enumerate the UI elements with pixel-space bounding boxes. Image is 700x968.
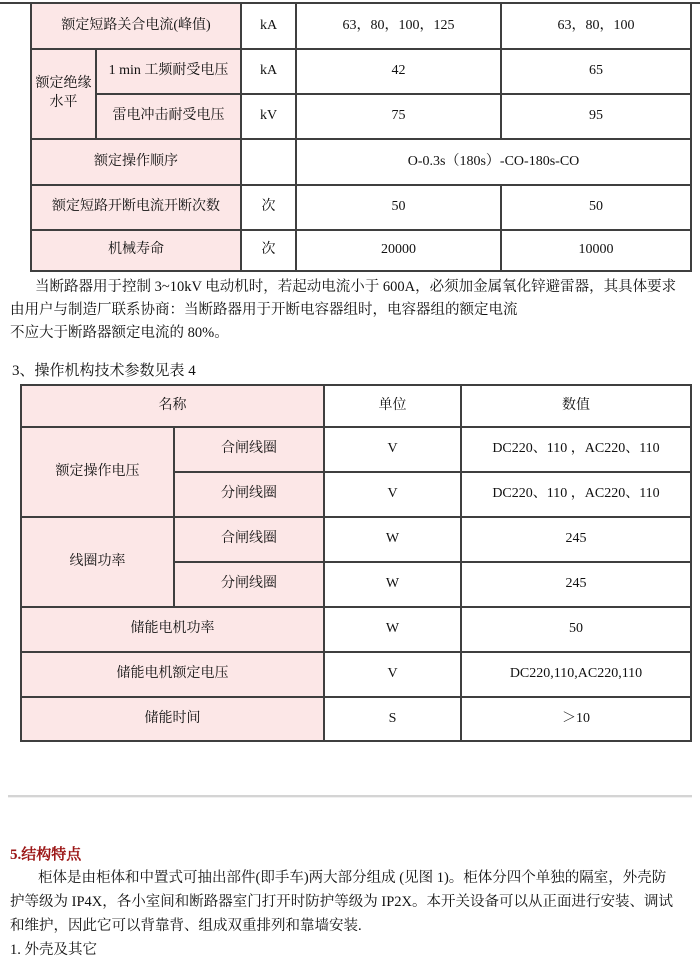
section3-heading: 3、操作机构技术参数见表 4 bbox=[12, 363, 196, 379]
row-label-coil-power-close: 合闸线圈 bbox=[174, 517, 324, 562]
group-label-coil-power: 线圈功率 bbox=[21, 517, 174, 607]
row-label-lightning: 雷电冲击耐受电压 bbox=[96, 94, 241, 139]
header-name: 名称 bbox=[21, 385, 324, 427]
mechanism-params-table bbox=[20, 384, 692, 742]
value-op-sequence: O-0.3s（180s）-CO-180s-CO bbox=[296, 139, 691, 185]
header-value: 数值 bbox=[461, 385, 691, 427]
row-label-breaking-times: 额定短路开断电流开断次数 bbox=[31, 185, 241, 230]
value-motor-power: 50 bbox=[461, 607, 691, 652]
group-label-insulation: 额定绝缘水平 bbox=[31, 49, 96, 139]
row-label-mech-life: 机械寿命 bbox=[31, 230, 241, 271]
row-label-motor-voltage: 储能电机额定电压 bbox=[21, 652, 324, 697]
unit-mech-life: 次 bbox=[241, 230, 296, 271]
note-paragraph bbox=[10, 276, 694, 345]
unit-breaking-times: 次 bbox=[241, 185, 296, 230]
note-line-2: 由用户与制造厂联系协商：当断路器用于开断电容器组时，电容器组的额定电流 bbox=[10, 302, 518, 318]
value-op-voltage-open: DC220、110 ，AC220、110 bbox=[461, 472, 691, 517]
value2-breaking-times: 50 bbox=[501, 185, 691, 230]
value-coil-power-open: 245 bbox=[461, 562, 691, 607]
unit-lightning: kV bbox=[241, 94, 296, 139]
value1-lightning: 75 bbox=[296, 94, 501, 139]
row-label-power-freq: 1 min 工频耐受电压 bbox=[96, 49, 241, 94]
value-coil-power-close: 245 bbox=[461, 517, 691, 562]
value1-mech-life: 20000 bbox=[296, 230, 501, 271]
row-label-motor-power: 储能电机功率 bbox=[21, 607, 324, 652]
section-divider bbox=[8, 795, 692, 798]
value-charge-time: ＞10 bbox=[461, 697, 691, 741]
section5-line-1: 柜体是由柜体和中置式可抽出部件(即手车)两大部分组成 (见图 1)。柜体分四个单独的隔室，外壳防 bbox=[38, 870, 667, 886]
row-label-op-voltage-close: 合闸线圈 bbox=[174, 427, 324, 472]
note-line-1: 当断路器用于控制 3~10kV 电动机时，若起动电流小于 600A，必须加金属氧化锌避雷器，其具体要求 bbox=[35, 279, 677, 295]
note-line-3: 不应大于断路器额定电流的 80%。 bbox=[10, 325, 229, 341]
section5-heading: 5.结构特点 bbox=[10, 847, 82, 863]
section5-line-2: 护等级为 IP4X，各小室间和断路器室门打开时防护等级为 IP2X。本开关设备可以从正面进行安装、调试 bbox=[10, 894, 673, 910]
unit-charge-time: S bbox=[324, 697, 461, 741]
unit-power-freq: kA bbox=[241, 49, 296, 94]
row-label-coil-power-open: 分闸线圈 bbox=[174, 562, 324, 607]
value1-breaking-times: 50 bbox=[296, 185, 501, 230]
unit-peak-current: kA bbox=[241, 3, 296, 49]
unit-op-voltage-close: V bbox=[324, 427, 461, 472]
unit-coil-power-open: W bbox=[324, 562, 461, 607]
row-label-op-voltage-open: 分闸线圈 bbox=[174, 472, 324, 517]
unit-op-sequence bbox=[241, 139, 296, 185]
value2-peak-current: 63，80，100 bbox=[501, 3, 691, 49]
row-label-charge-time: 储能时间 bbox=[21, 697, 324, 741]
value2-lightning: 95 bbox=[501, 94, 691, 139]
value2-power-freq: 65 bbox=[501, 49, 691, 94]
header-unit: 单位 bbox=[324, 385, 461, 427]
section5-subheading: 1. 外壳及其它 bbox=[10, 942, 97, 958]
value2-mech-life: 10000 bbox=[501, 230, 691, 271]
value-op-voltage-close: DC220、110 ，AC220、110 bbox=[461, 427, 691, 472]
unit-op-voltage-open: V bbox=[324, 472, 461, 517]
section5-line-3: 和维护，因此它可以背靠背、组成双重排列和靠墙安装. bbox=[10, 918, 362, 934]
value-motor-voltage: DC220,110,AC220,110 bbox=[461, 652, 691, 697]
unit-motor-power: W bbox=[324, 607, 461, 652]
unit-motor-voltage: V bbox=[324, 652, 461, 697]
row-label-op-sequence: 额定操作顺序 bbox=[31, 139, 241, 185]
breaker-params-table bbox=[30, 2, 692, 272]
group-label-op-voltage: 额定操作电压 bbox=[21, 427, 174, 517]
value1-peak-current: 63，80，100，125 bbox=[296, 3, 501, 49]
value1-power-freq: 42 bbox=[296, 49, 501, 94]
section5-paragraph bbox=[10, 866, 694, 962]
row-label-peak-current: 额定短路关合电流(峰值) bbox=[31, 3, 241, 49]
unit-coil-power-close: W bbox=[324, 517, 461, 562]
